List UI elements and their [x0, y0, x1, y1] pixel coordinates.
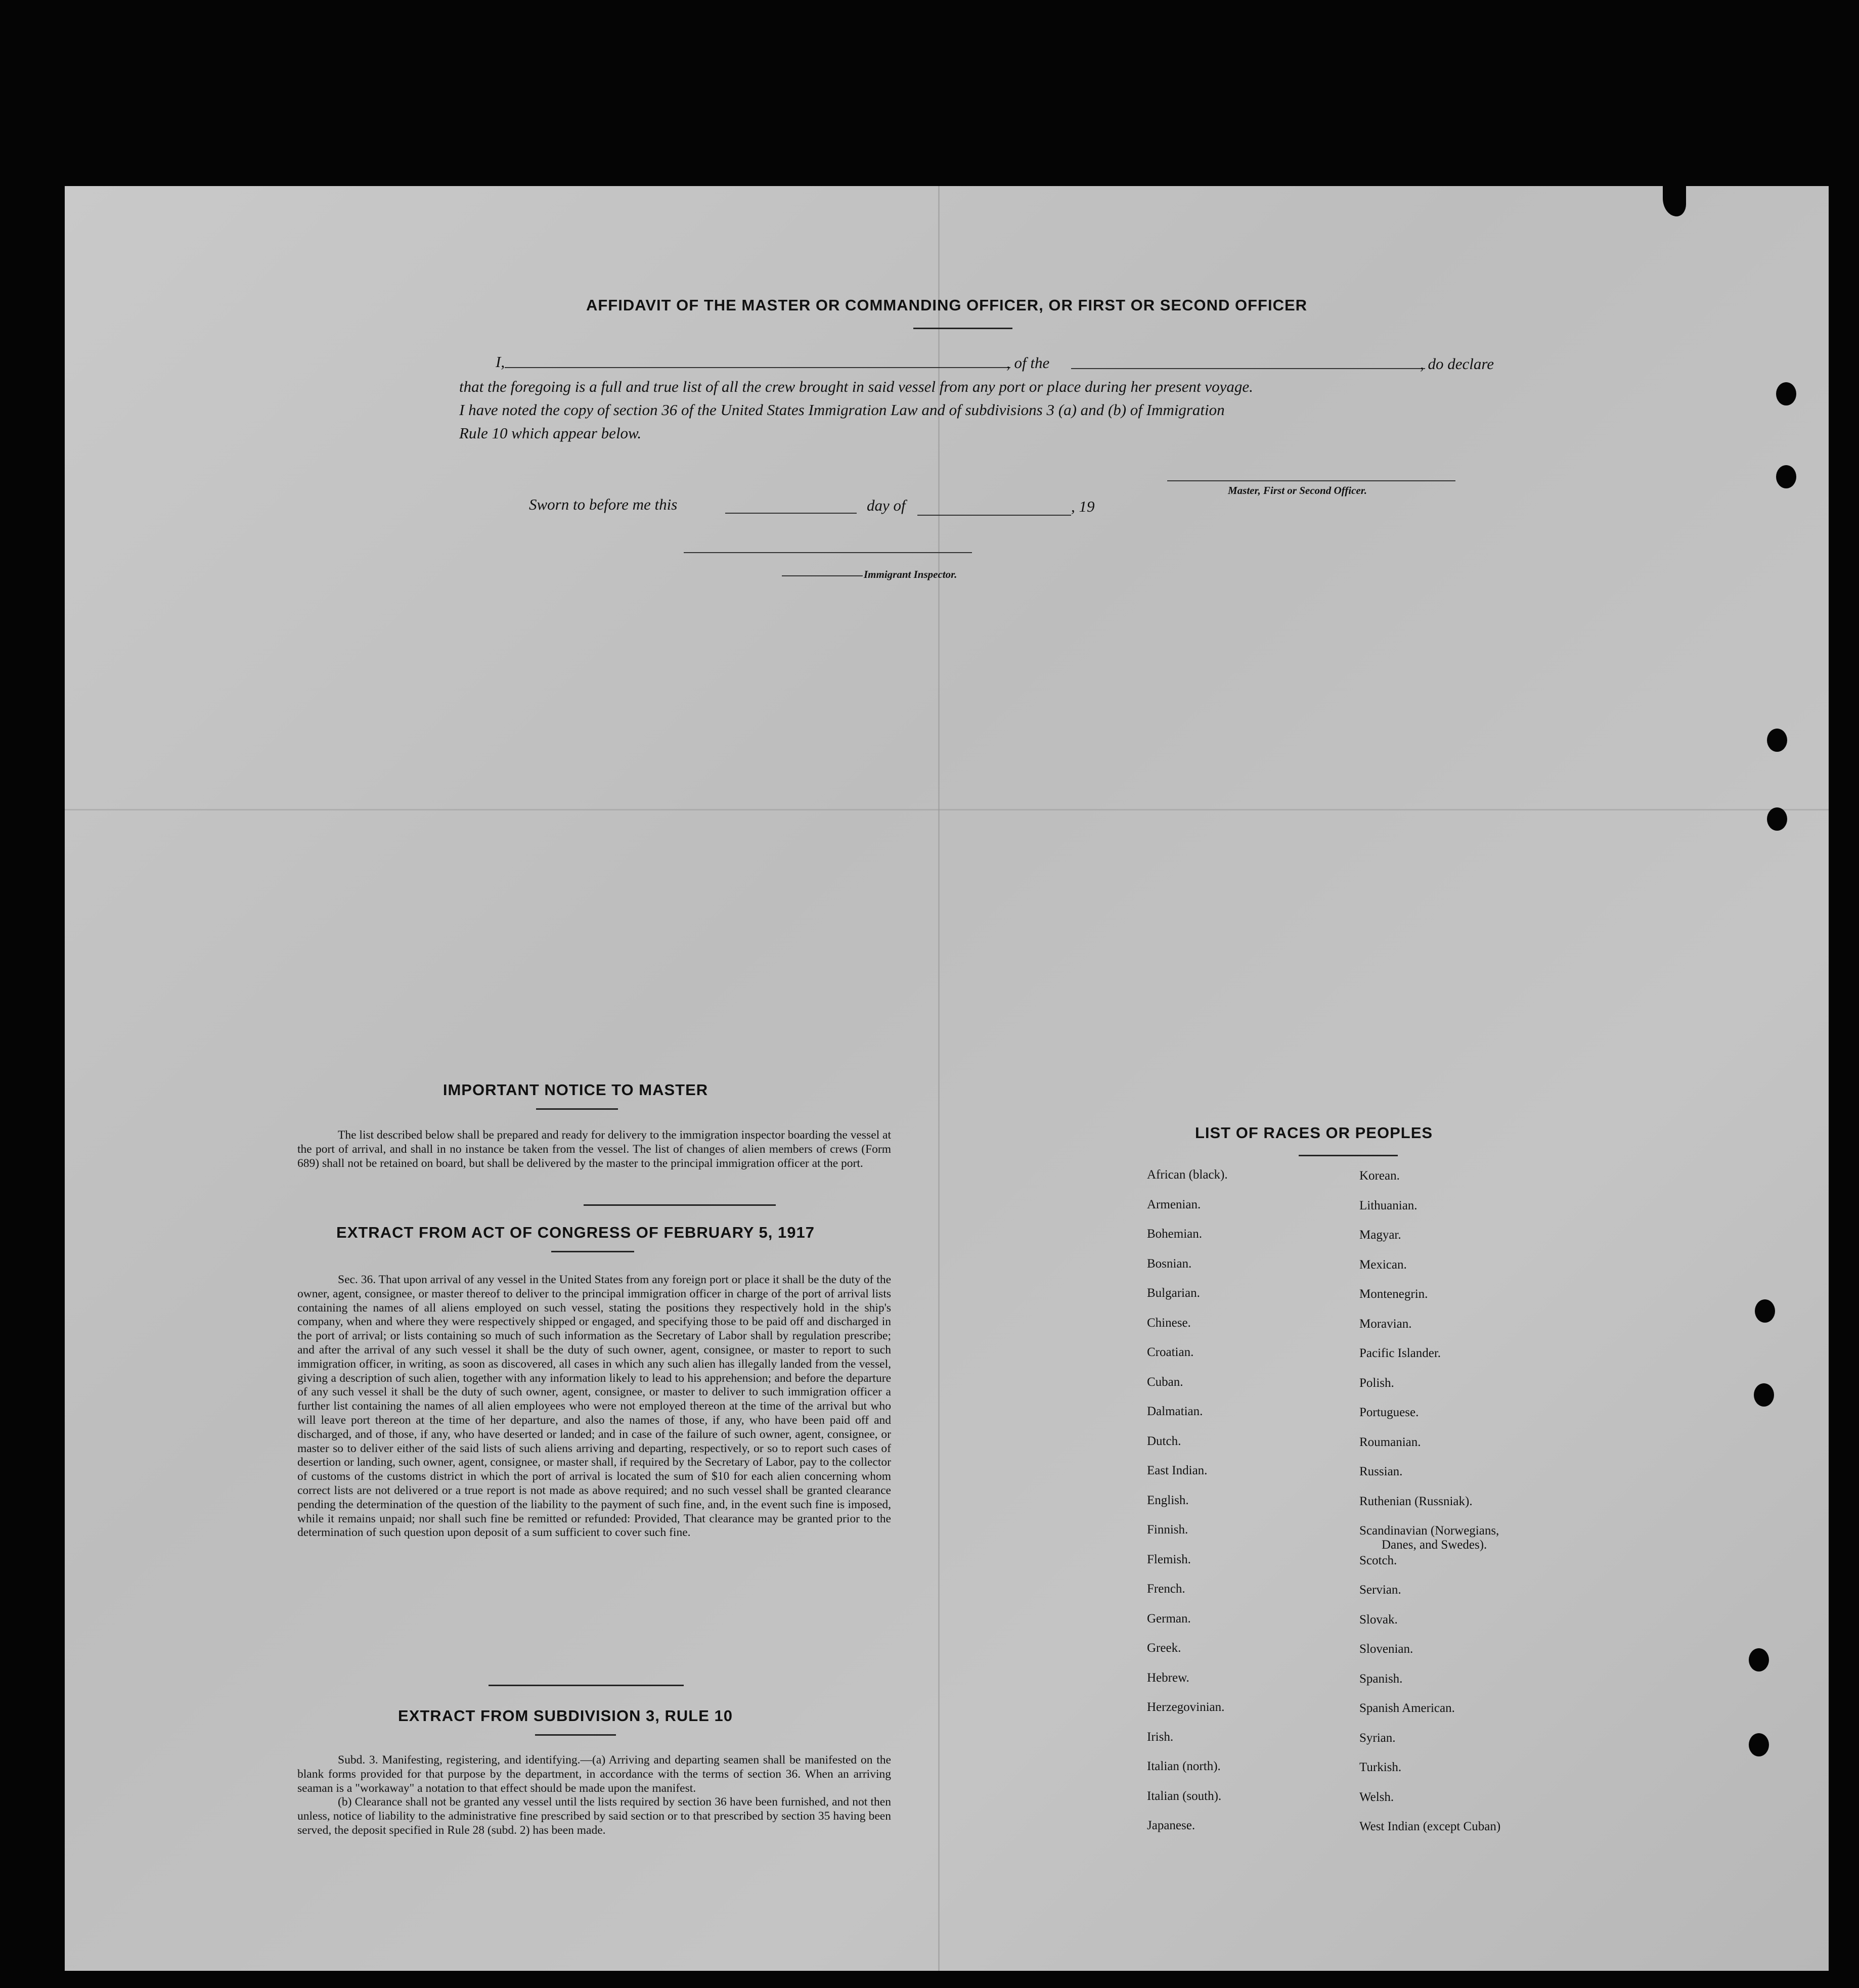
- race-item: Russian.: [1359, 1465, 1403, 1478]
- act-title: EXTRACT FROM ACT OF CONGRESS OF FEBRUARY 5, 1917: [336, 1224, 815, 1241]
- inspector-short-line: [782, 575, 863, 576]
- race-item: Pacific Islander.: [1359, 1346, 1441, 1360]
- torn-corner: [1663, 186, 1686, 216]
- race-item: Chinese.: [1147, 1316, 1191, 1330]
- notice-paragraph: The list described below shall be prepared and ready for delivery to the immigration inspector boarding the vessel at the port of arrival, and shall in no instance be taken from the vessel. The list of changes of alien members of crews (Form 689) shall not be retained on board, but shall be delivered by the master to the principal immigration officer at the port.: [297, 1128, 891, 1170]
- race-item: Greek.: [1147, 1641, 1181, 1655]
- punch-hole: [1755, 1299, 1775, 1323]
- master-label: Master, First or Second Officer.: [1228, 484, 1367, 496]
- race-item: Slovenian.: [1359, 1642, 1413, 1656]
- vessel-blank: [1071, 368, 1425, 369]
- punch-hole: [1776, 382, 1796, 405]
- affidavit-of-the: , of the: [1006, 354, 1050, 372]
- affidavit-title: AFFIDAVIT OF THE MASTER OR COMMANDING OFFICER, OR FIRST OR SECOND OFFICER: [586, 296, 1308, 314]
- subdivision-a-paragraph: Subd. 3. Manifesting, registering, and identifying.—(a) Arriving and departing seamen shall be manifested on the blank forms provided for that purpose by the department, in accordance with the terms of section 36. When an arriving seaman is a "workaway" a notation to that effect should be made upon the manifest.: [297, 1753, 891, 1795]
- race-item: Scandinavian (Norwegians,: [1359, 1524, 1499, 1538]
- affidavit-do-declare: , do declare: [1420, 355, 1494, 373]
- affidavit-line-3: I have noted the copy of section 36 of the United States Immigration Law and of subdivisions 3 (a) and (b) of Immigration: [459, 401, 1225, 419]
- race-item: Montenegrin.: [1359, 1287, 1428, 1301]
- affidavit-line-2: that the foregoing is a full and true list of all the crew brought in said vessel from any port or place during her present voyage.: [459, 378, 1253, 395]
- race-item: Cuban.: [1147, 1375, 1183, 1389]
- act-rule: [551, 1251, 634, 1252]
- form-sheet: [65, 186, 1829, 1971]
- race-item: Dutch.: [1147, 1434, 1181, 1448]
- punch-hole: [1754, 1383, 1774, 1407]
- race-item: Spanish American.: [1359, 1701, 1455, 1715]
- race-item: Japanese.: [1147, 1819, 1196, 1832]
- race-item: East Indian.: [1147, 1464, 1208, 1477]
- title-rule: [913, 328, 1012, 329]
- race-item: Roumanian.: [1359, 1435, 1421, 1449]
- race-item: West Indian (except Cuban): [1359, 1820, 1501, 1833]
- race-item: Portuguese.: [1359, 1406, 1419, 1419]
- master-signature-line: [1167, 480, 1455, 481]
- notice-title: IMPORTANT NOTICE TO MASTER: [442, 1081, 709, 1099]
- month-blank: [917, 515, 1071, 516]
- punch-hole: [1767, 729, 1787, 752]
- race-item: Turkish.: [1359, 1760, 1402, 1774]
- races-rule: [1299, 1155, 1398, 1156]
- race-item: Bohemian.: [1147, 1227, 1203, 1241]
- rule-text: [297, 1753, 891, 1838]
- race-item: Syrian.: [1359, 1731, 1396, 1745]
- race-item: Ruthenian (Russniak).: [1359, 1494, 1473, 1508]
- race-item: Mexican.: [1359, 1257, 1407, 1272]
- act-text: [297, 1273, 891, 1540]
- race-item: Hebrew.: [1147, 1670, 1189, 1685]
- act-divider: [489, 1685, 684, 1686]
- race-item: Danes, and Swedes).: [1382, 1538, 1487, 1552]
- affidavit-line-4: Rule 10 which appear below.: [459, 424, 642, 442]
- race-item: Bulgarian.: [1147, 1286, 1200, 1300]
- rule-title: EXTRACT FROM SUBDIVISION 3, RULE 10: [398, 1707, 733, 1725]
- race-item: Polish.: [1359, 1376, 1394, 1390]
- race-item: French.: [1147, 1582, 1185, 1596]
- sworn-day-blank: [725, 513, 857, 514]
- race-item: Bosnian.: [1147, 1256, 1192, 1271]
- race-item: Flemish.: [1147, 1552, 1191, 1566]
- race-item: Irish.: [1147, 1730, 1174, 1744]
- punch-hole: [1749, 1733, 1769, 1756]
- rule-title-rule: [535, 1734, 616, 1736]
- punch-hole: [1767, 807, 1787, 831]
- race-item: Dalmatian.: [1147, 1405, 1203, 1418]
- notice-divider: [584, 1204, 776, 1206]
- race-item: Lithuanian.: [1359, 1198, 1418, 1212]
- race-item: Servian.: [1359, 1583, 1401, 1597]
- race-item: Finnish.: [1147, 1523, 1188, 1537]
- sworn-text: Sworn to before me this: [529, 495, 678, 513]
- punch-hole: [1749, 1648, 1769, 1671]
- race-item: German.: [1147, 1611, 1191, 1625]
- race-item: English.: [1147, 1493, 1189, 1507]
- race-item: Korean.: [1359, 1169, 1400, 1183]
- section-36-paragraph: Sec. 36. That upon arrival of any vessel in the United States from any foreign port or place it shall be the duty of the owner, agent, consignee, or master thereof to deliver to the principal immigration officer in charge of the port of arrival lists containing the names of all aliens employed on such vessel, stating the positions they respectively hold in the ship's company, when and where they were respectively shipped or engaged, and specifying those to be paid off and discharged in the port of arrival; or lists containing so much of such information as the Secretary of Labor shall by regulation prescribe; and after the arrival of any such vessel it shall be the duty of such owner, agent, consignee, or master to report to such immigration officer, in writing, as soon as discovered, all cases in which any such alien has illegally landed from the vessel, giving a description of such alien, together with any information likely to lead to his apprehension; and before the departure of any such vessel it shall be the duty of such owner, agent, consignee, or master to deliver to such immigration officer a further list containing the names of all alien employees who were not employed thereon at the time of the arrival but who will leave port thereon at the time of her departure, and also the names of those, if any, who have been paid off and discharged, and of those, if any, who have deserted or landed; and in case of the failure of such owner, agent, consignee, or master so to deliver either of the said lists of such aliens arriving and departing, respectively, or so to report such cases of desertion or landing, such owner, agent, consignee, or master shall, if required by the Secretary of Labor, pay to the collector of customs of the customs district in which the port of arrival is located the sum of $10 for each alien concerning whom correct lists are not delivered or a true report is not made as above required; and no such vessel shall be granted clearance pending the determination of the question of the liability to the payment of such fine, and, in the event such fine is imposed, while it remains unpaid; nor shall such fine be remitted or refunded: Provided, That clearance may be granted prior to the determination of such question upon deposit of a sum sufficient to cover such fine.: [297, 1273, 891, 1540]
- race-item: Herzegovinian.: [1147, 1700, 1225, 1714]
- inspector-signature-line: [684, 552, 972, 553]
- race-item: Moravian.: [1359, 1317, 1412, 1331]
- race-item: Spanish.: [1359, 1671, 1403, 1686]
- year-text: , 19: [1071, 498, 1095, 515]
- race-item: Italian (south).: [1147, 1789, 1222, 1803]
- notice-text: [297, 1128, 891, 1170]
- notice-rule: [536, 1108, 618, 1110]
- race-item: Italian (north).: [1147, 1759, 1221, 1773]
- vertical-fold-line: [938, 186, 940, 1971]
- subdivision-b-paragraph: (b) Clearance shall not be granted any vessel until the lists required by section 36 have been furnished, and not then unless, notice of liability to the administrative fine prescribed by said section or to that prescribed by section 35 having been served, the deposit specified in Rule 28 (subd. 2) has been made.: [297, 1795, 891, 1837]
- race-item: African (black).: [1147, 1168, 1228, 1182]
- race-item: Croatian.: [1147, 1345, 1194, 1359]
- inspector-label: Immigrant Inspector.: [864, 568, 957, 580]
- race-item: Magyar.: [1359, 1228, 1401, 1242]
- races-title: LIST OF RACES OR PEOPLES: [1194, 1124, 1433, 1142]
- race-item: Armenian.: [1147, 1197, 1201, 1211]
- race-item: Welsh.: [1359, 1790, 1394, 1804]
- day-of-text: day of: [867, 496, 906, 514]
- affidavit-i: I,: [496, 353, 505, 371]
- race-item: Scotch.: [1359, 1553, 1397, 1567]
- race-item: Slovak.: [1359, 1612, 1398, 1626]
- name-blank: [505, 367, 1010, 368]
- punch-hole: [1776, 465, 1796, 488]
- horizontal-fold-line: [65, 809, 1829, 810]
